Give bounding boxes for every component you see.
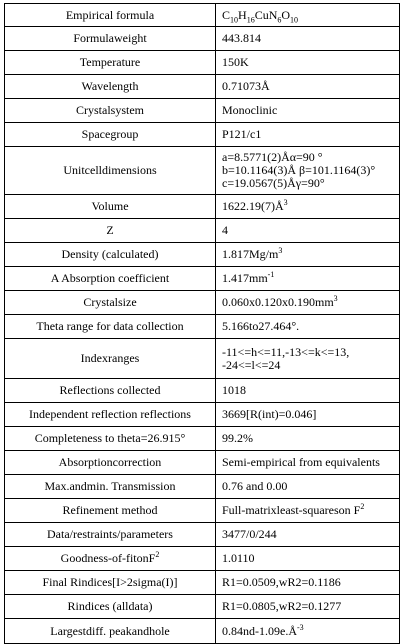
table-row — [5, 267, 400, 291]
table-row — [5, 571, 400, 595]
row-label: Wavelength — [5, 75, 216, 99]
row-value: 1018 — [216, 379, 400, 403]
row-value: Monoclinic — [216, 99, 400, 123]
row-label: Density (calculated) — [5, 243, 216, 267]
row-value: 3669[R(int)=0.046] — [216, 403, 400, 427]
table-row — [5, 499, 400, 523]
row-label: Data/restraints/parameters — [5, 523, 216, 547]
row-value: a=8.5771(2)Åα=90 ° b=10.1164(3)Å β=101.1164(3)° c=19.0567(5)Åγ=90° — [216, 147, 400, 195]
row-value: R1=0.0509,wR2=0.1186 — [216, 571, 400, 595]
row-label: Independent reflection reflections — [5, 403, 216, 427]
row-value: $1.417mm^{-1}$ — [216, 267, 400, 291]
row-value: $0.060x0.120x0.190mm^3$ — [216, 291, 400, 315]
table-row — [5, 75, 400, 99]
row-value: -11<=h<=11,-13<=k<=13, -24<=l<=24 — [216, 339, 400, 379]
row-value: 5.166to27.464°. — [216, 315, 400, 339]
table-row — [5, 475, 400, 499]
row-value: 0.71073Å — [216, 75, 400, 99]
crystal-data-table — [4, 3, 400, 644]
row-value: $1622.19(7)Å^3$ — [216, 195, 400, 219]
row-label: Rindices (alldata) — [5, 595, 216, 619]
crystal-data-table-container — [4, 3, 400, 644]
table-row — [5, 379, 400, 403]
row-label: Z — [5, 219, 216, 243]
row-value: $1.817Mg/m^3$ — [216, 243, 400, 267]
row-label: Empirical formula — [5, 4, 216, 27]
row-label: Crystalsystem — [5, 99, 216, 123]
row-label: Spacegroup — [5, 123, 216, 147]
table-row — [5, 619, 400, 644]
table-row — [5, 595, 400, 619]
row-label: Crystalsize — [5, 291, 216, 315]
row-value: Semi-empirical from equivalents — [216, 451, 400, 475]
row-value: 150K — [216, 51, 400, 75]
table-row — [5, 51, 400, 75]
row-value: 4 — [216, 219, 400, 243]
row-label: Largestdiff. peakandhole — [5, 619, 216, 644]
table-row — [5, 195, 400, 219]
row-label: Refinement method — [5, 499, 216, 523]
row-value: $C_{10}H_{16}CuN_6O_{10}$ — [216, 4, 400, 27]
row-label: Max.andmin. Transmission — [5, 475, 216, 499]
table-row — [5, 27, 400, 51]
row-label: Reflections collected — [5, 379, 216, 403]
table-row — [5, 547, 400, 571]
table-row — [5, 315, 400, 339]
table-row — [5, 339, 400, 379]
table-row — [5, 427, 400, 451]
row-label: Unitcelldimensions — [5, 147, 216, 195]
row-label: Theta range for data collection — [5, 315, 216, 339]
row-label: Completeness to theta=26.915° — [5, 427, 216, 451]
row-label: Formulaweight — [5, 27, 216, 51]
row-value: 443.814 — [216, 27, 400, 51]
row-label: A Absorption coefficient — [5, 267, 216, 291]
row-value: 99.2% — [216, 427, 400, 451]
table-row — [5, 147, 400, 195]
table-row — [5, 523, 400, 547]
row-value: R1=0.0805,wR2=0.1277 — [216, 595, 400, 619]
table-row — [5, 291, 400, 315]
row-label: Goodness-of-fitonF$^2$ — [5, 547, 216, 571]
row-label: Temperature — [5, 51, 216, 75]
row-label: Absorptioncorrection — [5, 451, 216, 475]
row-value: 1.0110 — [216, 547, 400, 571]
table-row — [5, 123, 400, 147]
row-label: Final Rindices[I>2sigma(I)] — [5, 571, 216, 595]
row-value: Full-matrixleast-squareson $F^2$ — [216, 499, 400, 523]
row-value: $0.84nd-1.09e.Å^{-3}$ — [216, 619, 400, 644]
table-row — [5, 403, 400, 427]
table-row — [5, 4, 400, 27]
row-value: 0.76 and 0.00 — [216, 475, 400, 499]
table-row — [5, 99, 400, 123]
table-row — [5, 219, 400, 243]
row-label: Indexranges — [5, 339, 216, 379]
row-value: 3477/0/244 — [216, 523, 400, 547]
row-label: Volume — [5, 195, 216, 219]
table-row — [5, 243, 400, 267]
row-value: P121/c1 — [216, 123, 400, 147]
table-row — [5, 451, 400, 475]
